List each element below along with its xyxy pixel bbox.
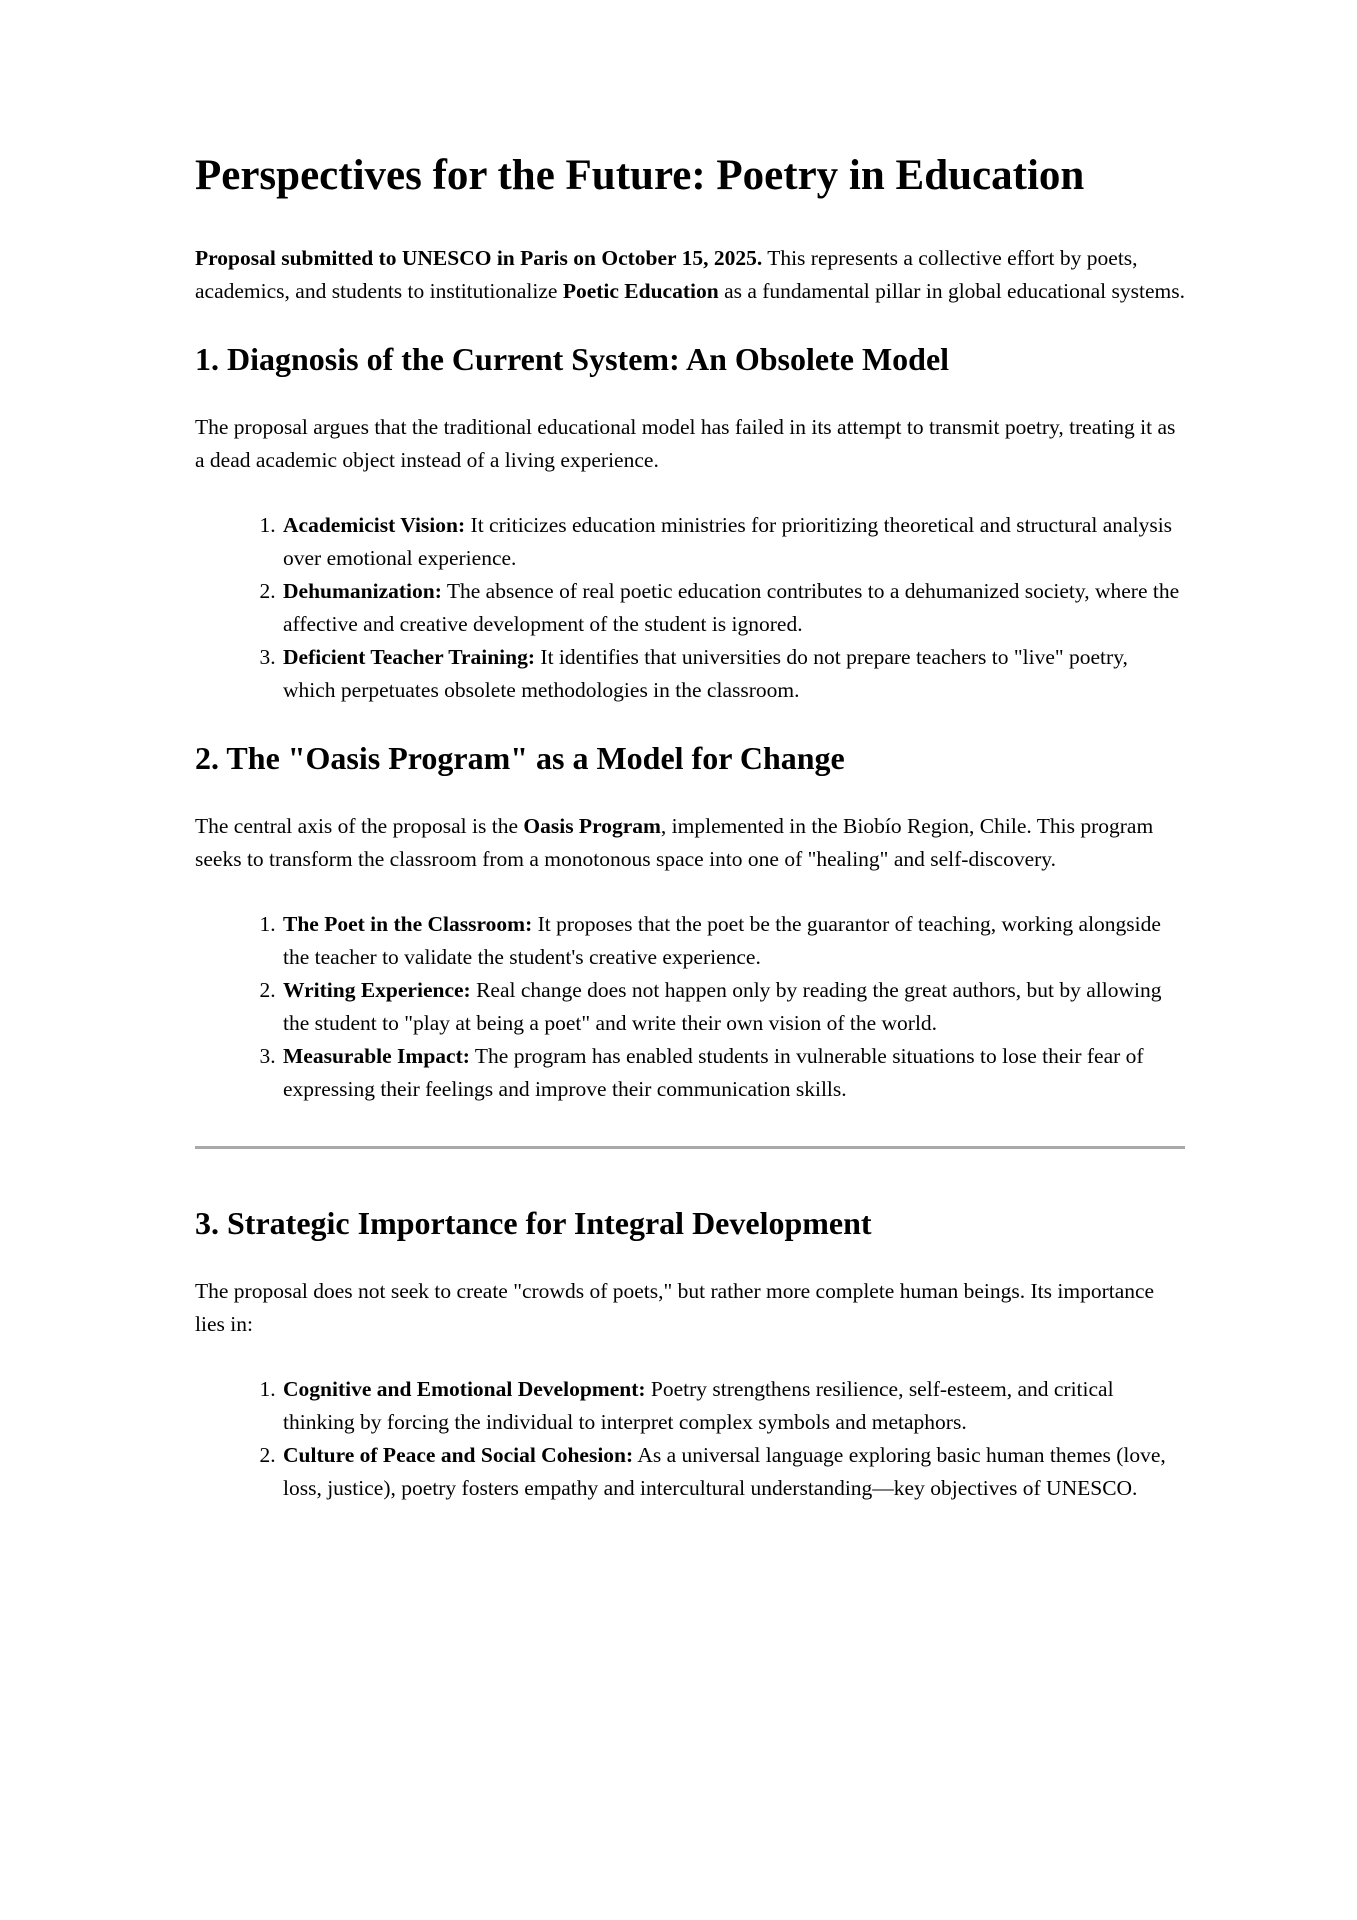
- list-item-text: As a universal language exploring basic human themes (love, loss, justice), poetry fosters empathy and intercultural understanding—key objectives of UNESCO.: [283, 1443, 1166, 1500]
- list-item: [281, 974, 1185, 1040]
- section-2-paragraph: [195, 810, 1185, 876]
- page-title: Perspectives for the Future: Poetry in Education: [195, 152, 1085, 199]
- section-1-paragraph: The proposal argues that the traditional educational model has failed in its attempt to transmit poetry, treating it as a dead academic object instead of a living experience.: [195, 415, 1176, 472]
- list-item-label: Writing Experience:: [283, 978, 471, 1002]
- intro-text: This represents a collective effort by poets, academics, and students to institutionalize: [195, 246, 1138, 303]
- list-item: [281, 908, 1185, 974]
- list-item-label: Deficient Teacher Training:: [283, 645, 536, 669]
- section-2-text-end: , implemented in the Biobío Region, Chile. This program seeks to transform the classroom from a monotonous space into one of "healing" and self-discovery.: [195, 814, 1154, 871]
- intro-bold-term: Poetic Education: [562, 279, 719, 303]
- list-item-label: Measurable Impact:: [283, 1044, 470, 1068]
- section-2-bold-term: Oasis Program: [523, 814, 661, 838]
- section-3-paragraph: The proposal does not seek to create "crowds of poets," but rather more complete human beings. Its importance lies in:: [195, 1279, 1155, 1336]
- section-divider: [195, 1146, 1185, 1149]
- list-item-label: The Poet in the Classroom:: [283, 912, 533, 936]
- list-item: [281, 1040, 1185, 1106]
- section-1-list: [195, 509, 1185, 707]
- section-1-heading: 1. Diagnosis of the Current System: An Obsolete Model: [195, 341, 950, 377]
- section-3-heading: 3. Strategic Importance for Integral Development: [195, 1205, 872, 1241]
- list-item-text: The absence of real poetic education contributes to a dehumanized society, where the affective and creative development of the student is ignored.: [283, 579, 1180, 636]
- list-item-label: Cognitive and Emotional Development:: [283, 1377, 646, 1401]
- list-item-label: Academicist Vision:: [283, 513, 466, 537]
- list-item-text: Poetry strengthens resilience, self-esteem, and critical thinking by forcing the individual to interpret complex symbols and metaphors.: [283, 1377, 1114, 1434]
- list-item: [281, 641, 1185, 707]
- list-item-text: It criticizes education ministries for prioritizing theoretical and structural analysis over emotional experience.: [283, 513, 1173, 570]
- list-item: [281, 1373, 1185, 1439]
- list-item-text: It proposes that the poet be the guarantor of teaching, working alongside the teacher to validate the student's creative experience.: [283, 912, 1161, 969]
- list-item-label: Culture of Peace and Social Cohesion:: [283, 1443, 634, 1467]
- list-item-text: The program has enabled students in vulnerable situations to lose their fear of expressing their feelings and improve their communication skills.: [283, 1044, 1144, 1101]
- list-item-text: Real change does not happen only by reading the great authors, but by allowing the student to "play at being a poet" and write their own vision of the world.: [283, 978, 1162, 1035]
- section-3-list: [195, 1373, 1185, 1505]
- list-item-label: Dehumanization:: [283, 579, 442, 603]
- list-item: [281, 1439, 1185, 1505]
- list-item-text: It identifies that universities do not prepare teachers to "live" poetry, which perpetuates obsolete methodologies in the classroom.: [283, 645, 1128, 702]
- section-2-list: [195, 908, 1185, 1106]
- intro-text-end: as a fundamental pillar in global educational systems.: [718, 279, 1185, 303]
- section-2-text: The central axis of the proposal is the: [195, 814, 524, 838]
- list-item: [281, 575, 1185, 641]
- intro-paragraph: [195, 242, 1185, 308]
- list-item: [281, 509, 1185, 575]
- section-2-heading: 2. The "Oasis Program" as a Model for Change: [195, 740, 845, 776]
- intro-bold-lead: Proposal submitted to UNESCO in Paris on October 15, 2025.: [195, 246, 763, 270]
